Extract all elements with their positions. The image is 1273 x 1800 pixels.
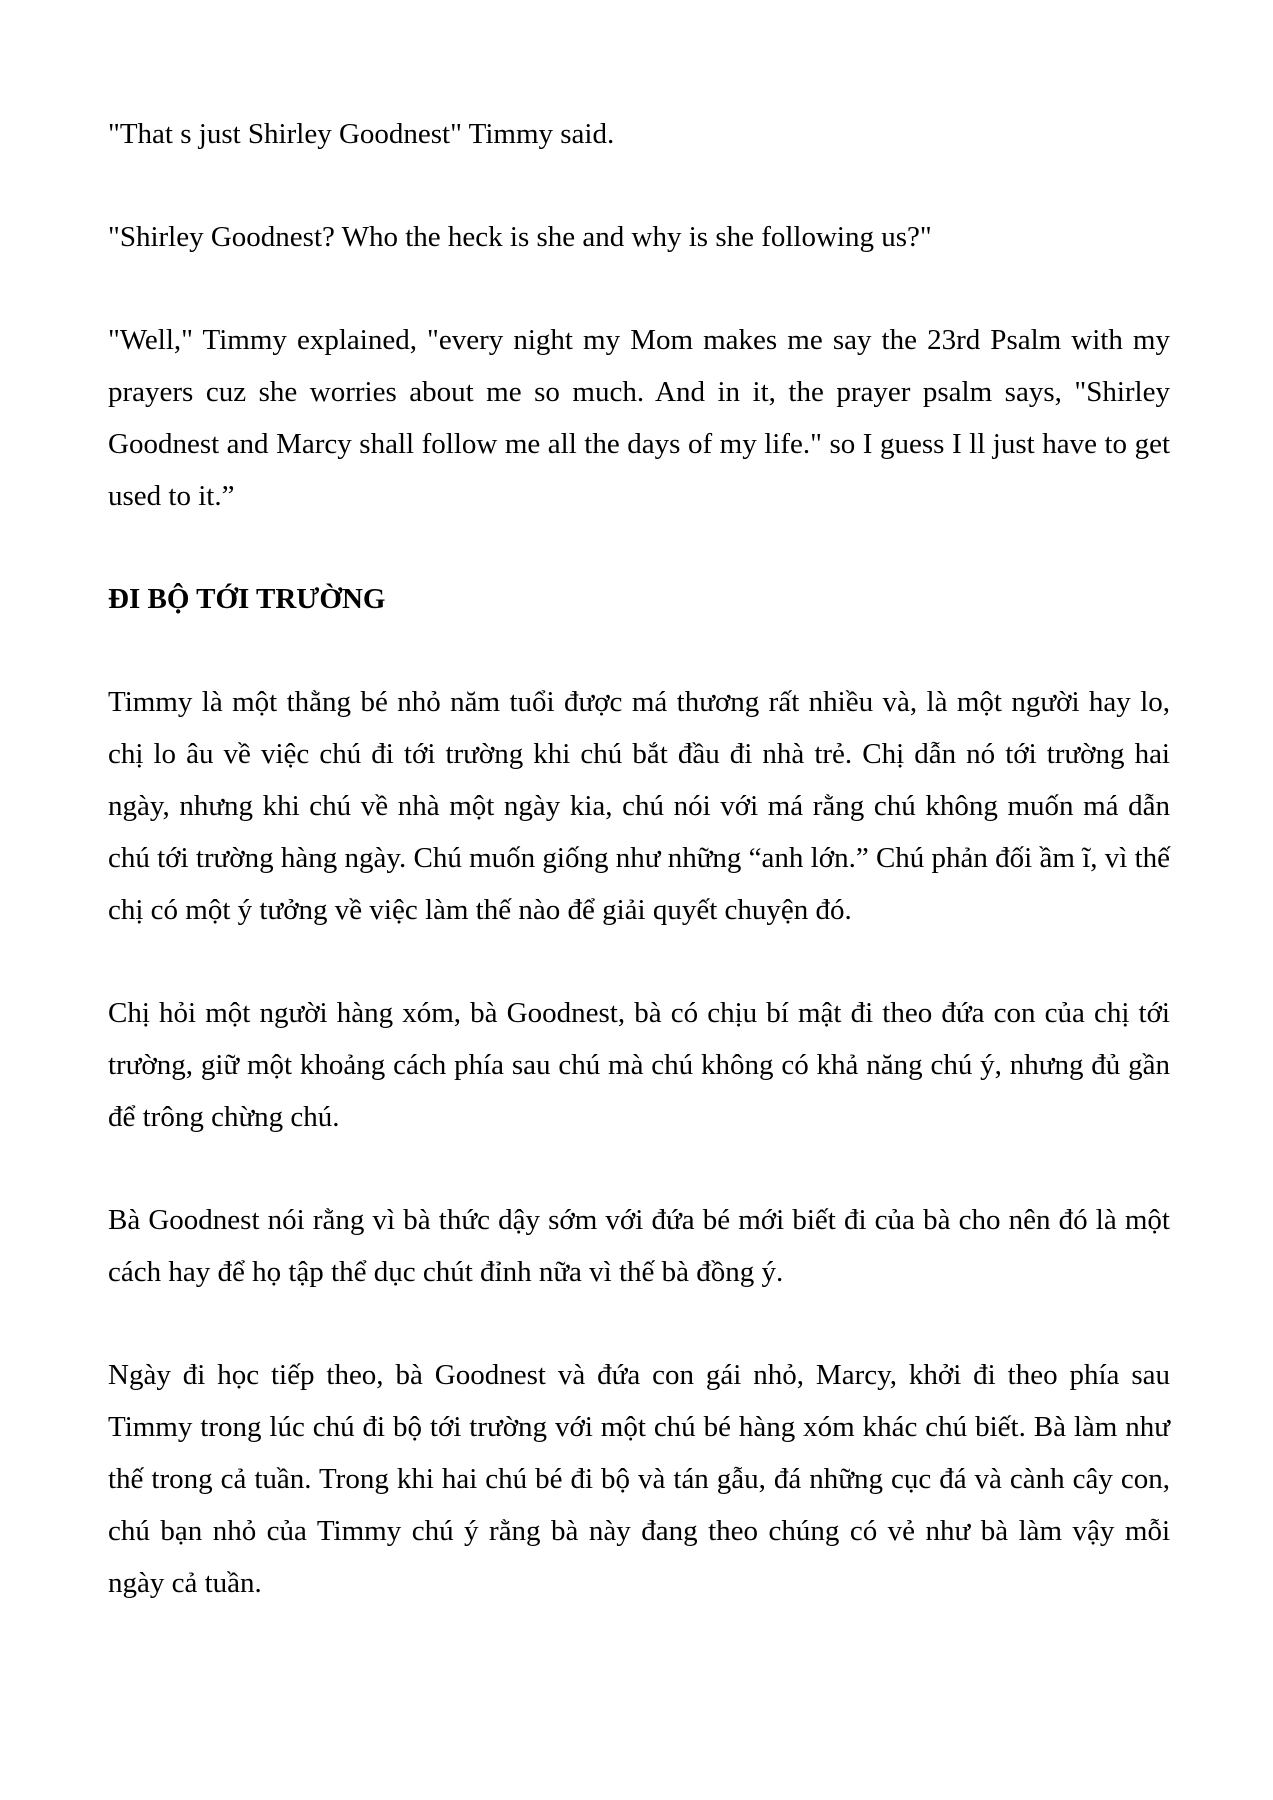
paragraph-goodnest-agreed: Bà Goodnest nói rằng vì bà thức dậy sớm với đứa bé mới biết đi của bà cho nên đó là một cách hay để họ tập thể dục chút đỉnh nữa vì thế bà đồng ý. — [108, 1204, 1170, 1288]
paragraph-shirley-said: "That s just Shirley Goodnest" Timmy said. — [108, 118, 615, 150]
paragraph-timmy-explained: "Well," Timmy explained, "every night my Mom makes me say the 23rd Psalm with my prayers cuz she worries about me so much. And in it, the prayer psalm says, "Shirley Goodnest and Marcy shall follow me all the days of my life." so I guess I ll just have to get used to it.” — [108, 324, 1170, 512]
paragraph-neighbor-asked: Chị hỏi một người hàng xóm, bà Goodnest, bà có chịu bí mật đi theo đứa con của chị tới trường, giữ một khoảng cách phía sau chú mà chú không có khả năng chú ý, nhưng đủ gần để trông chừng chú. — [108, 997, 1170, 1133]
paragraph-next-school-day: Ngày đi học tiếp theo, bà Goodnest và đứa con gái nhỏ, Marcy, khởi đi theo phía sau Timmy trong lúc chú đi bộ tới trường với một chú bé hàng xóm khác chú biết. Bà làm như thế trong cả tuần. Trong khi hai chú bé đi bộ và tán gẫu, đá những cục đá và cành cây con, chú bạn nhỏ của Timmy chú ý rằng bà này đang theo chúng có vẻ như bà làm vậy mỗi ngày cả tuần. — [108, 1359, 1170, 1599]
section-heading: ĐI BỘ TỚI TRƯỜNG — [108, 583, 386, 615]
document-page — [108, 108, 1170, 1609]
paragraph-timmy-intro: Timmy là một thằng bé nhỏ năm tuổi được má thương rất nhiều và, là một người hay lo, chị lo âu về việc chú đi tới trường khi chú bắt đầu đi nhà trẻ. Chị dẫn nó tới trường hai ngày, nhưng khi chú về nhà một ngày kia, chú nói với má rằng chú không muốn má dẫn chú tới trường hàng ngày. Chú muốn giống như những “anh lớn.” Chú phản đối ầm ĩ, vì thế chị có một ý tưởng về việc làm thế nào để giải quyết chuyện đó. — [108, 686, 1170, 926]
paragraph-who-is-she: "Shirley Goodnest? Who the heck is she and why is she following us?" — [108, 221, 932, 253]
